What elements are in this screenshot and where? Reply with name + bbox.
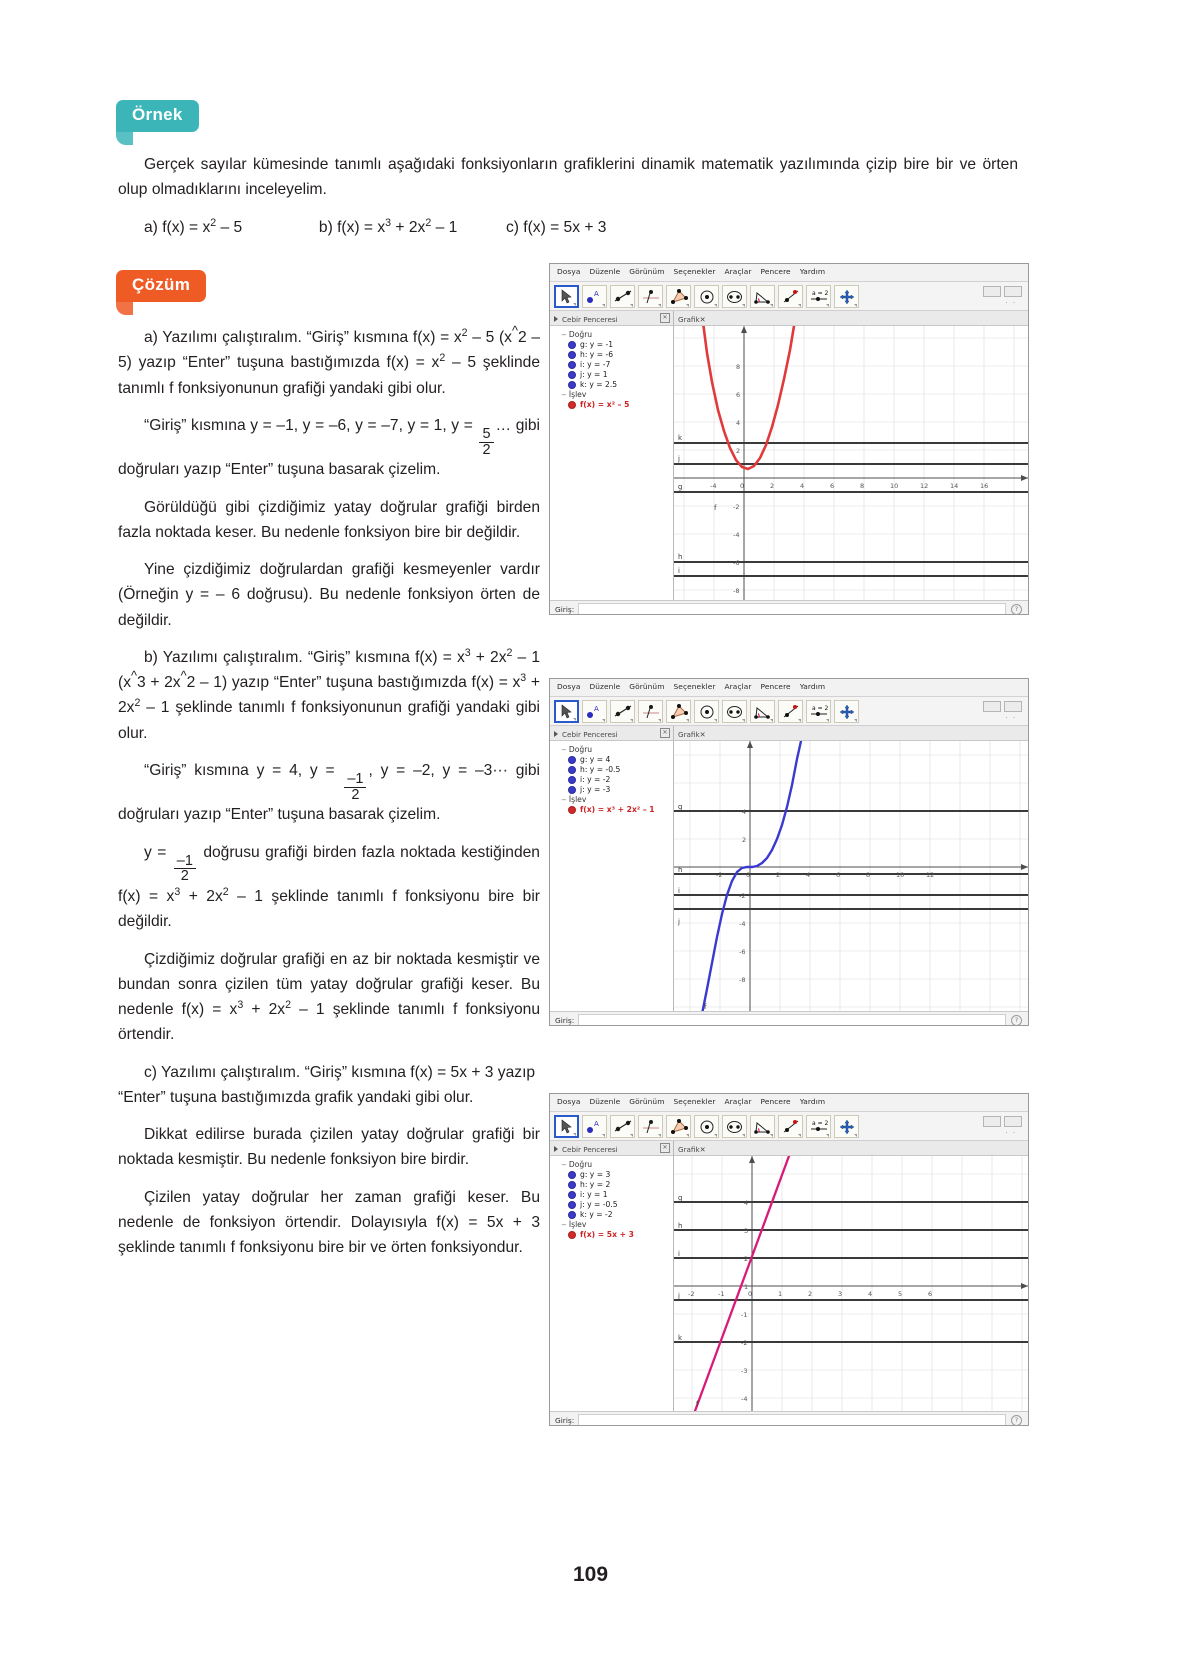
menu-pencere[interactable]: Pencere	[760, 682, 791, 691]
restore-button[interactable]	[1004, 286, 1022, 297]
visibility-dot-icon[interactable]	[568, 1231, 576, 1239]
move-graphics-icon[interactable]	[834, 700, 859, 723]
visibility-dot-icon[interactable]	[568, 381, 576, 389]
graph-panel-title: Grafik	[678, 314, 700, 324]
visibility-dot-icon[interactable]	[568, 786, 576, 794]
angle-icon[interactable]	[750, 1115, 775, 1138]
menu-duzenle[interactable]: Düzenle	[589, 267, 621, 276]
input-field-c[interactable]	[578, 1414, 1006, 1427]
circle-center-point-icon[interactable]	[694, 700, 719, 723]
algebra-panel-a[interactable]	[550, 311, 674, 600]
list-item[interactable]: j: y = -0.5	[568, 1200, 673, 1209]
svg-text:g: g	[678, 803, 683, 811]
svg-text:8: 8	[866, 871, 871, 879]
visibility-dot-icon[interactable]	[568, 371, 576, 379]
window-buttons-b[interactable]	[983, 701, 1022, 712]
new-point-icon[interactable]	[582, 700, 607, 723]
algebra-panel-header-c[interactable]	[550, 1141, 673, 1156]
solution-c-p2: Dikkat edilirse burada çizilen yatay doğrular grafiği bir noktada kesmiştir. Bu nedenle fonksiyon bire birdir.	[118, 1126, 540, 1169]
close-icon[interactable]: ✕	[699, 729, 706, 739]
svg-text:-4: -4	[739, 920, 746, 928]
svg-text:2: 2	[808, 1290, 813, 1298]
svg-text:a = 2: a = 2	[811, 1119, 828, 1127]
algebra-panel-header-b[interactable]	[550, 726, 673, 741]
svg-text:k: k	[678, 434, 683, 442]
algebra-panel-header-a[interactable]	[550, 311, 673, 326]
input-label: Giriş:	[555, 1415, 575, 1425]
svg-text:-1: -1	[741, 1311, 748, 1319]
line-through-two-points-icon[interactable]	[610, 285, 635, 308]
perpendicular-line-icon[interactable]	[638, 700, 663, 723]
toolbar-c[interactable]	[550, 1111, 1028, 1141]
list-item[interactable]: f(x) = x³ + 2x² – 1	[568, 805, 673, 814]
svg-text:4: 4	[744, 1199, 749, 1207]
graphics-panel-b	[674, 726, 1028, 1011]
menu-gorunum[interactable]: Görünüm	[629, 1097, 665, 1106]
minimize-button[interactable]	[983, 286, 1001, 297]
svg-text:i: i	[678, 567, 680, 575]
svg-text:16: 16	[980, 482, 989, 490]
svg-text:-8: -8	[733, 587, 740, 595]
graph-b[interactable]	[674, 741, 1028, 1011]
angle-icon[interactable]	[750, 285, 775, 308]
geogebra-window-a[interactable]	[549, 263, 1029, 615]
algebra-tree-a	[550, 326, 673, 409]
visibility-dot-icon[interactable]	[568, 1181, 576, 1189]
group-label-function: − İşlev	[561, 795, 587, 804]
visibility-dot-icon[interactable]	[568, 351, 576, 359]
toolbar-b[interactable]	[550, 696, 1028, 726]
svg-text:1: 1	[744, 1283, 749, 1291]
solution-c-p3: Çizilen yatay doğrular her zaman grafiği keser. Bu nedenle de fonksiyon örtendir. Dolayısıyla f(x) = 5x + 3 şeklinde tanımlı f fonksiyonu bire bir ve örten fonksiyondur.	[118, 1188, 540, 1257]
close-icon[interactable]: ✕	[699, 314, 706, 324]
input-bar-a[interactable]	[550, 600, 1028, 615]
fraction-5-2: $\frac{5}{2}$	[479, 427, 493, 458]
svg-text:-4: -4	[733, 531, 740, 539]
svg-text:f: f	[704, 1003, 707, 1011]
group-label-function: − İşlev	[561, 390, 587, 399]
expand-arrow-icon[interactable]	[554, 316, 558, 322]
menu-bar-b[interactable]	[550, 679, 1028, 696]
menu-secenekler[interactable]: Seçenekler	[673, 267, 716, 276]
svg-text:12: 12	[926, 871, 935, 879]
svg-text:f: f	[696, 1400, 699, 1408]
svg-text:0: 0	[746, 871, 751, 879]
svg-text:4: 4	[800, 482, 805, 490]
svg-text:-2: -2	[688, 1290, 695, 1298]
svg-text:A: A	[594, 289, 599, 298]
close-icon[interactable]: ✕	[660, 313, 670, 323]
solution-b-p2: “Giriş” kısmına y = 4, y = $\frac{-1}{2}$ , y = –2, y = –3··· gibi doğruları yazıp “Enter” tuşuna basarak çizelim.	[118, 761, 540, 824]
svg-text:3: 3	[838, 1290, 843, 1298]
svg-text:-8: -8	[739, 976, 746, 984]
svg-text:j: j	[678, 1292, 680, 1300]
graph-c[interactable]	[674, 1156, 1028, 1411]
svg-text:g: g	[678, 483, 683, 491]
move-graphics-icon[interactable]	[834, 1115, 859, 1138]
svg-text:10: 10	[890, 482, 899, 490]
svg-text:2: 2	[736, 447, 741, 455]
help-icon[interactable]: ?	[1011, 1015, 1022, 1026]
svg-text:g: g	[678, 1194, 683, 1202]
svg-text:A: A	[594, 1119, 599, 1128]
menu-duzenle[interactable]: Düzenle	[589, 682, 621, 691]
move-arrow-icon[interactable]	[554, 1115, 579, 1138]
graphics-panel-a	[674, 311, 1028, 600]
svg-text:0: 0	[748, 1290, 753, 1298]
restore-button[interactable]	[1004, 701, 1022, 712]
visibility-dot-icon[interactable]	[568, 401, 576, 409]
svg-text:k: k	[678, 1334, 683, 1342]
intro-items	[118, 215, 1018, 240]
perpendicular-line-icon[interactable]	[638, 1115, 663, 1138]
algebra-panel-title: Cebir Penceresi	[562, 314, 618, 324]
toolbar-extra-a: ··	[1005, 299, 1020, 307]
page-number: 109	[572, 1563, 609, 1586]
visibility-dot-icon[interactable]	[568, 341, 576, 349]
input-field-b[interactable]	[578, 1014, 1006, 1027]
minimize-button[interactable]	[983, 701, 1001, 712]
list-item[interactable]: g: y = 4	[568, 755, 673, 764]
graph-panel-header-a[interactable]	[674, 311, 1028, 326]
help-icon[interactable]: ?	[1011, 1415, 1022, 1426]
move-arrow-icon[interactable]	[554, 700, 579, 723]
fraction-minus1-2: $\frac{-1}{2}$	[344, 772, 366, 803]
close-icon[interactable]: ✕	[660, 728, 670, 738]
new-point-icon[interactable]	[582, 1115, 607, 1138]
workspace-b	[550, 726, 1028, 1011]
visibility-dot-icon[interactable]	[568, 806, 576, 814]
list-item[interactable]: j: y = -3	[568, 785, 673, 794]
svg-text:3: 3	[744, 1227, 749, 1235]
close-icon[interactable]: ✕	[660, 1143, 670, 1153]
list-item[interactable]: h: y = 2	[568, 1180, 673, 1189]
svg-text:h: h	[678, 866, 683, 874]
visibility-dot-icon[interactable]	[568, 361, 576, 369]
group-label-lines: − Doğru	[561, 330, 593, 339]
menu-pencere[interactable]: Pencere	[760, 1097, 791, 1106]
svg-text:2: 2	[776, 871, 781, 879]
svg-text:10: 10	[896, 871, 905, 879]
solution-a-p4: Yine çizdiğimiz doğrulardan grafiği kesmeyenler vardır (Örneğin y = – 6 doğrusu). Bu nedenle fonksiyon örten de değildir.	[118, 561, 540, 629]
svg-text:8: 8	[736, 363, 741, 371]
svg-text:f: f	[714, 504, 717, 512]
algebra-panel-c[interactable]	[550, 1141, 674, 1411]
solution-a-p2: “Giriş” kısmına y = –1, y = –6, y = –7, y = 1, y = $\frac{5}{2}$ … gibi doğruları yazıp “Enter” tuşuna basarak çizelim.	[118, 416, 540, 479]
workspace-a	[550, 311, 1028, 600]
solution-c-p1: c) Yazılımı çalıştıralım. “Giriş” kısmına f(x) = 5x + 3 yazıp “Enter” tuşuna bastığımızda grafik yandaki gibi olur.	[118, 1063, 536, 1106]
svg-text:-3: -3	[741, 1367, 748, 1375]
menu-pencere[interactable]: Pencere	[760, 267, 791, 276]
svg-text:-1: -1	[718, 1290, 725, 1298]
svg-text:j: j	[678, 455, 680, 463]
move-arrow-icon[interactable]	[554, 285, 579, 308]
list-item[interactable]: i: y = 1	[568, 1190, 673, 1199]
close-icon[interactable]: ✕	[699, 1144, 706, 1154]
expand-arrow-icon[interactable]	[554, 1146, 558, 1152]
menu-yardim[interactable]: Yardım	[799, 267, 826, 276]
help-icon[interactable]: ?	[1011, 604, 1022, 615]
svg-text:6: 6	[830, 482, 835, 490]
menu-gorunum[interactable]: Görünüm	[629, 267, 665, 276]
svg-text:14: 14	[950, 482, 959, 490]
slider-icon[interactable]	[806, 1115, 831, 1138]
svg-text:4: 4	[736, 419, 741, 427]
list-item[interactable]: f(x) = 5x + 3	[568, 1230, 673, 1239]
fraction-minus1-2-b: $\frac{-1}{2}$	[174, 854, 196, 885]
chart-graph-a	[674, 326, 1028, 600]
list-item[interactable]: f(x) = x² – 5	[568, 400, 673, 409]
svg-text:2: 2	[770, 482, 775, 490]
menu-araclar[interactable]: Araçlar	[724, 1097, 752, 1106]
svg-text:6: 6	[836, 871, 841, 879]
algebra-panel-title: Cebir Penceresi	[562, 729, 618, 739]
svg-text:4: 4	[806, 871, 811, 879]
svg-text:-2: -2	[741, 1339, 748, 1347]
toolbar-a[interactable]	[550, 281, 1028, 311]
svg-text:a = 2: a = 2	[811, 704, 828, 712]
toolbar-extra-b: ··	[1005, 714, 1020, 722]
svg-text:4: 4	[742, 808, 747, 816]
ornek-tag: Örnek	[116, 100, 199, 132]
svg-text:12: 12	[920, 482, 929, 490]
geogebra-window-c[interactable]	[549, 1093, 1029, 1426]
menu-yardim[interactable]: Yardım	[799, 682, 826, 691]
group-label-lines: − Doğru	[561, 1160, 593, 1169]
graph-a[interactable]	[674, 326, 1028, 600]
polygon-icon[interactable]	[666, 700, 691, 723]
visibility-dot-icon[interactable]	[568, 766, 576, 774]
circle-center-point-icon[interactable]	[694, 285, 719, 308]
list-item[interactable]: i: y = -2	[568, 775, 673, 784]
reflect-object-icon[interactable]	[778, 285, 803, 308]
line-through-two-points-icon[interactable]	[610, 700, 635, 723]
menu-secenekler[interactable]: Seçenekler	[673, 1097, 716, 1106]
solution-b-p3: y = $\frac{-1}{2}$ doğrusu grafiği birden fazla noktada kestiğinden $f(x) = x^3 + 2x^2 - 1$ şeklinde tanımlı f fonksiyonu bire bir değildir.	[118, 843, 540, 931]
menu-dosya[interactable]: Dosya	[557, 1097, 581, 1106]
graph-panel-header-c[interactable]	[674, 1141, 1028, 1156]
circle-center-point-icon[interactable]	[694, 1115, 719, 1138]
minimize-button[interactable]	[983, 1116, 1001, 1127]
algebra-tree-b	[550, 741, 673, 814]
graph-panel-title: Grafik	[678, 729, 700, 739]
chart-graph-c	[674, 1156, 1028, 1411]
intro-paragraph	[118, 152, 1018, 203]
menu-araclar[interactable]: Araçlar	[724, 682, 752, 691]
svg-text:-6: -6	[739, 948, 746, 956]
menu-araclar[interactable]: Araçlar	[724, 267, 752, 276]
list-item[interactable]: k: y = 2.5	[568, 380, 673, 389]
graph-panel-header-b[interactable]	[674, 726, 1028, 741]
menu-yardim[interactable]: Yardım	[799, 1097, 826, 1106]
menu-secenekler[interactable]: Seçenekler	[673, 682, 716, 691]
visibility-dot-icon[interactable]	[568, 756, 576, 764]
svg-text:2: 2	[744, 1255, 749, 1263]
reflect-object-icon[interactable]	[778, 1115, 803, 1138]
svg-text:-4: -4	[741, 1395, 748, 1403]
visibility-dot-icon[interactable]	[568, 1191, 576, 1199]
reflect-object-icon[interactable]	[778, 700, 803, 723]
svg-text:2: 2	[742, 836, 747, 844]
visibility-dot-icon[interactable]	[568, 1201, 576, 1209]
solution-b-p4: Çizdiğimiz doğrular grafiği en az bir noktada kesmiştir ve bundan sonra çizilen tüm yatay doğrular grafiği keser. Bu nedenle $f(x) = x^3 + 2x^2 - 1$ şeklinde tanımlı f fonksiyonu örtendir.	[118, 950, 540, 1044]
list-item[interactable]: k: y = -2	[568, 1210, 673, 1219]
group-label-function: − İşlev	[561, 1220, 587, 1229]
intro-block	[118, 152, 1018, 252]
geogebra-window-b[interactable]	[549, 678, 1029, 1026]
menu-bar-a[interactable]	[550, 264, 1028, 281]
list-item[interactable]: g: y = -1	[568, 340, 673, 349]
polygon-icon[interactable]	[666, 285, 691, 308]
group-label-lines: − Doğru	[561, 745, 593, 754]
svg-text:-2: -2	[739, 892, 746, 900]
item-b: b) $f(x) = x^3 + 2x^2 - 1$	[318, 216, 458, 236]
solution-b-p1: b) Yazılımı çalıştıralım. “Giriş” kısmına $f(x) = x^3 + 2x^2 - 1$ (x^3 + 2x^2 – 1) yazıp “Enter” tuşuna bastığımızda $f(x) = x^3 + 2x^2 - 1$ şeklinde tanımlı f fonksiyonunun grafiği yandaki gibi olur.	[118, 646, 540, 742]
solution-a-p1: a) Yazılımı çalıştıralım. “Giriş” kısmına $f(x) = x^2 - 5$ (x^2 –5) yazıp “Enter” tuşuna bastığımızda $f(x) = x^2 - 5$ şeklinde tanımlı f fonksiyonunun grafiği yandaki gibi olur.	[118, 322, 540, 397]
algebra-panel-title: Cebir Penceresi	[562, 1144, 618, 1154]
window-buttons-a[interactable]	[983, 286, 1022, 297]
window-buttons-c[interactable]	[983, 1116, 1022, 1127]
list-item[interactable]: i: y = -7	[568, 360, 673, 369]
input-field-a[interactable]	[578, 603, 1006, 616]
visibility-dot-icon[interactable]	[568, 1171, 576, 1179]
input-bar-c[interactable]	[550, 1411, 1028, 1426]
menu-dosya[interactable]: Dosya	[557, 267, 581, 276]
input-label: Giriş:	[555, 604, 575, 614]
svg-text:1: 1	[778, 1290, 783, 1298]
list-item[interactable]: j: y = 1	[568, 370, 673, 379]
graph-panel-title: Grafik	[678, 1144, 700, 1154]
line-through-two-points-icon[interactable]	[610, 1115, 635, 1138]
input-bar-b[interactable]	[550, 1011, 1028, 1026]
menu-gorunum[interactable]: Görünüm	[629, 682, 665, 691]
svg-text:6: 6	[736, 391, 741, 399]
svg-text:j: j	[678, 918, 680, 926]
toolbar-extra-c: ··	[1005, 1129, 1020, 1137]
ellipse-icon[interactable]	[722, 1115, 747, 1138]
svg-text:A: A	[594, 704, 599, 713]
item-a: a) $f(x) = x^2 - 5$	[144, 216, 243, 236]
svg-text:6: 6	[928, 1290, 933, 1298]
move-graphics-icon[interactable]	[834, 285, 859, 308]
svg-text:-2: -2	[733, 503, 740, 511]
svg-text:-4: -4	[710, 482, 717, 490]
svg-text:4: 4	[868, 1290, 873, 1298]
visibility-dot-icon[interactable]	[568, 1211, 576, 1219]
angle-icon[interactable]	[750, 700, 775, 723]
restore-button[interactable]	[1004, 1116, 1022, 1127]
graphics-panel-c	[674, 1141, 1028, 1411]
workspace-c	[550, 1141, 1028, 1411]
menu-duzenle[interactable]: Düzenle	[589, 1097, 621, 1106]
slider-icon[interactable]	[806, 700, 831, 723]
slider-icon[interactable]	[806, 285, 831, 308]
ellipse-icon[interactable]	[722, 700, 747, 723]
svg-text:8: 8	[860, 482, 865, 490]
solution-column	[118, 322, 540, 1272]
menu-dosya[interactable]: Dosya	[557, 682, 581, 691]
algebra-panel-b[interactable]	[550, 726, 674, 1011]
svg-text:5: 5	[898, 1290, 903, 1298]
svg-text:h: h	[678, 553, 683, 561]
svg-text:-2: -2	[716, 871, 723, 879]
new-point-icon[interactable]	[582, 285, 607, 308]
svg-text:a = 2: a = 2	[811, 289, 828, 297]
list-item[interactable]: g: y = 3	[568, 1170, 673, 1179]
svg-text:i: i	[678, 887, 680, 895]
svg-text:-6: -6	[733, 559, 740, 567]
visibility-dot-icon[interactable]	[568, 776, 576, 784]
algebra-tree-c	[550, 1156, 673, 1239]
chart-graph-b	[674, 741, 1028, 1011]
cozum-tag: Çözüm	[116, 270, 206, 302]
list-item[interactable]: h: y = -0.5	[568, 765, 673, 774]
perpendicular-line-icon[interactable]	[638, 285, 663, 308]
ellipse-icon[interactable]	[722, 285, 747, 308]
menu-bar-c[interactable]	[550, 1094, 1028, 1111]
solution-a-p3: Görüldüğü gibi çizdiğimiz yatay doğrular grafiği birden fazla noktada keser. Bu nedenle fonksiyon bire bir değildir.	[118, 498, 540, 541]
expand-arrow-icon[interactable]	[554, 731, 558, 737]
svg-text:i: i	[678, 1250, 680, 1258]
input-label: Giriş:	[555, 1015, 575, 1025]
svg-text:h: h	[678, 1222, 683, 1230]
intro-paragraph-text: Gerçek sayılar kümesinde tanımlı aşağıdaki fonksiyonların grafiklerini dinamik matematik yazılımında çizip bire bir ve örten olup olmadıklarını inceleyelim.	[118, 156, 1018, 199]
item-c: c) f(x) = 5x + 3	[505, 218, 607, 236]
svg-text:0: 0	[740, 482, 745, 490]
list-item[interactable]: h: y = -6	[568, 350, 673, 359]
polygon-icon[interactable]	[666, 1115, 691, 1138]
